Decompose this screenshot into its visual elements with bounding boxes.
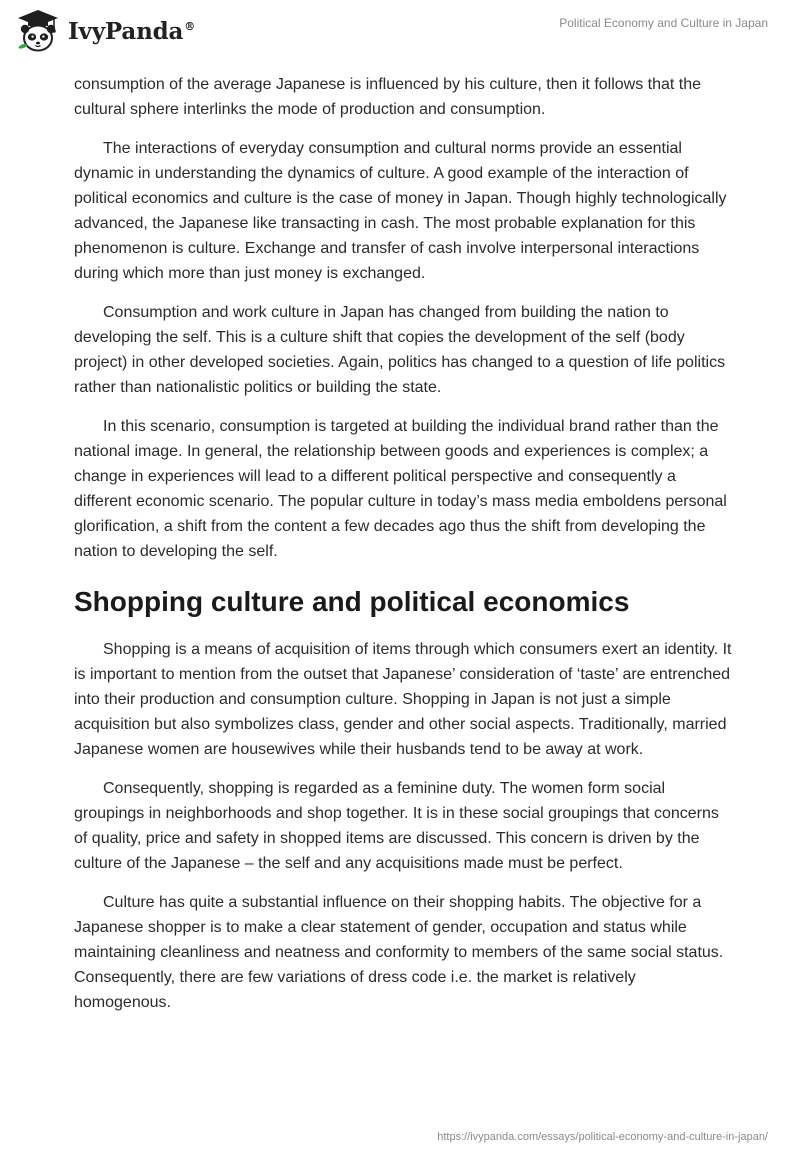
intro-paragraph: consumption of the average Japanese is influenced by his culture, then it follows that the cultural sphere interlinks the mode of production and consumption.: [74, 76, 702, 118]
section-heading: Shopping culture and political economics: [74, 586, 630, 617]
paragraph: Consumption and work culture in Japan has changed from building the nation to developing the self. This is a culture shift that copies the development of the self (body project) in other developed societies. Again, politics has changed to a question of life politics rather than nationalistic politics or building the state.: [74, 304, 726, 396]
paragraph: In this scenario, consumption is targeted at building the individual brand rather than the national image. In general, the relationship between goods and experiences is complex; a change in experiences will lead to a different political perspective and consequently a different economic scenario. The popular culture in today’s mass media emboldens personal glorification, a shift from the content a few decades ago thus the shift from developing the nation to developing the self.: [74, 418, 727, 560]
article-body: [74, 72, 734, 1029]
site-logo[interactable]: [14, 8, 195, 54]
panda-graduate-icon: [14, 8, 62, 54]
registered-mark: ®: [184, 19, 195, 33]
logo-wordmark: [68, 18, 195, 45]
page-header: [0, 0, 800, 70]
document-title: Political Economy and Culture in Japan: [559, 16, 768, 30]
paragraph: Culture has quite a substantial influence on their shopping habits. The objective for a Japanese shopper is to make a clear statement of gender, occupation and status while maintaining cleanliness and neatness and conformity to members of the same social status. Consequently, there are few variations of dress code i.e. the market is relatively homogenous.: [74, 894, 724, 1011]
paragraph: Consequently, shopping is regarded as a feminine duty. The women form social groupings in neighborhoods and shop together. It is in these social groupings that concerns of quality, price and safety in shopped items are discussed. This concern is driven by the culture of the Japanese – the self and any acquisitions made must be perfect.: [74, 780, 719, 872]
source-url-link[interactable]: https://ivypanda.com/essays/political-economy-and-culture-in-japan/: [437, 1131, 768, 1143]
paragraph: Shopping is a means of acquisition of items through which consumers exert an identity. It is important to mention from the outset that Japanese’ consideration of ‘taste’ are entrenched into their production and consumption culture. Shopping in Japan is not just a simple acquisition but also symbolizes class, gender and other social aspects. Traditionally, married Japanese women are housewives while their husbands tend to be away at work.: [74, 641, 732, 758]
logo-text: IvyPanda: [68, 17, 184, 45]
paragraph: The interactions of everyday consumption and cultural norms provide an essential dynamic in understanding the dynamics of culture. A good example of the interaction of political economics and culture is the case of money in Japan. Though highly technologically advanced, the Japanese like transacting in cash. The most probable explanation for this phenomenon is culture. Exchange and transfer of cash involve interpersonal interactions during which more than just money is exchanged.: [74, 140, 727, 282]
